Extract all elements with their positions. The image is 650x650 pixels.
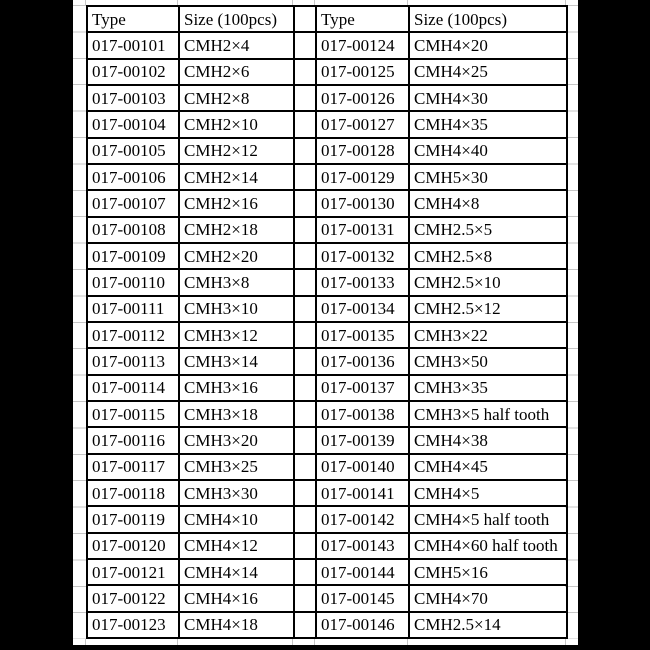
margin-gridlines-left — [73, 5, 86, 639]
table-row — [87, 32, 567, 58]
column-header-size-right: Size (100pcs) — [409, 6, 567, 32]
size-cell: CMH3×50 — [409, 348, 567, 374]
type-cell: 017-00105 — [87, 138, 179, 164]
header-row — [87, 6, 567, 32]
spacer-cell — [294, 164, 316, 190]
type-cell: 017-00118 — [87, 480, 179, 506]
spacer-cell — [294, 559, 316, 585]
spacer-cell — [294, 111, 316, 137]
spacer-cell — [294, 269, 316, 295]
size-cell: CMH4×45 — [409, 454, 567, 480]
size-cell: CMH3×20 — [179, 427, 294, 453]
table-row — [87, 217, 567, 243]
spacer-cell — [294, 454, 316, 480]
type-cell: 017-00102 — [87, 59, 179, 85]
size-cell: CMH2×10 — [179, 111, 294, 137]
size-cell: CMH5×16 — [409, 559, 567, 585]
size-cell: CMH3×12 — [179, 322, 294, 348]
size-cell: CMH4×12 — [179, 533, 294, 559]
type-cell: 017-00122 — [87, 585, 179, 611]
type-cell: 017-00134 — [316, 296, 409, 322]
type-cell: 017-00143 — [316, 533, 409, 559]
size-cell: CMH2×12 — [179, 138, 294, 164]
size-cell: CMH3×5 half tooth — [409, 401, 567, 427]
type-cell: 017-00136 — [316, 348, 409, 374]
size-cell: CMH4×14 — [179, 559, 294, 585]
size-cell: CMH4×30 — [409, 85, 567, 111]
type-cell: 017-00111 — [87, 296, 179, 322]
size-cell: CMH4×10 — [179, 506, 294, 532]
spacer-cell — [294, 138, 316, 164]
table-row — [87, 533, 567, 559]
type-cell: 017-00144 — [316, 559, 409, 585]
parts-table — [86, 5, 568, 639]
size-cell: CMH3×8 — [179, 269, 294, 295]
type-cell: 017-00131 — [316, 217, 409, 243]
spacer-cell — [294, 348, 316, 374]
type-cell: 017-00120 — [87, 533, 179, 559]
type-cell: 017-00133 — [316, 269, 409, 295]
table-row — [87, 85, 567, 111]
size-cell: CMH3×22 — [409, 322, 567, 348]
size-cell: CMH3×30 — [179, 480, 294, 506]
size-cell: CMH4×5 half tooth — [409, 506, 567, 532]
spacer-cell — [294, 85, 316, 111]
spreadsheet-area — [73, 0, 578, 645]
table-row — [87, 243, 567, 269]
type-cell: 017-00108 — [87, 217, 179, 243]
table-row — [87, 506, 567, 532]
column-header-type-right: Type — [316, 6, 409, 32]
size-cell: CMH3×35 — [409, 375, 567, 401]
type-cell: 017-00106 — [87, 164, 179, 190]
margin-gridlines-bottom — [73, 639, 578, 645]
spacer-cell — [294, 612, 316, 638]
type-cell: 017-00115 — [87, 401, 179, 427]
table-row — [87, 164, 567, 190]
type-cell: 017-00121 — [87, 559, 179, 585]
spacer-cell — [294, 533, 316, 559]
table-row — [87, 612, 567, 638]
size-cell: CMH3×18 — [179, 401, 294, 427]
table-row — [87, 296, 567, 322]
type-cell: 017-00101 — [87, 32, 179, 58]
size-cell: CMH4×18 — [179, 612, 294, 638]
type-cell: 017-00142 — [316, 506, 409, 532]
spacer-cell — [294, 59, 316, 85]
table-row — [87, 585, 567, 611]
size-cell: CMH2.5×5 — [409, 217, 567, 243]
size-cell: CMH2.5×12 — [409, 296, 567, 322]
table-row — [87, 190, 567, 216]
type-cell: 017-00130 — [316, 190, 409, 216]
type-cell: 017-00124 — [316, 32, 409, 58]
spacer-cell — [294, 322, 316, 348]
size-cell: CMH2×16 — [179, 190, 294, 216]
size-cell: CMH2.5×8 — [409, 243, 567, 269]
type-cell: 017-00110 — [87, 269, 179, 295]
spacer-cell — [294, 217, 316, 243]
size-cell: CMH3×14 — [179, 348, 294, 374]
size-cell: CMH4×35 — [409, 111, 567, 137]
table-row — [87, 401, 567, 427]
size-cell: CMH4×40 — [409, 138, 567, 164]
spacer-cell — [294, 296, 316, 322]
table-row — [87, 322, 567, 348]
spacer-cell — [294, 401, 316, 427]
size-cell: CMH2×4 — [179, 32, 294, 58]
type-cell: 017-00123 — [87, 612, 179, 638]
table-row — [87, 59, 567, 85]
size-cell: CMH5×30 — [409, 164, 567, 190]
column-header-type-left: Type — [87, 6, 179, 32]
type-cell: 017-00119 — [87, 506, 179, 532]
type-cell: 017-00135 — [316, 322, 409, 348]
size-cell: CMH4×60 half tooth — [409, 533, 567, 559]
type-cell: 017-00139 — [316, 427, 409, 453]
type-cell: 017-00132 — [316, 243, 409, 269]
size-cell: CMH3×25 — [179, 454, 294, 480]
type-cell: 017-00112 — [87, 322, 179, 348]
type-cell: 017-00128 — [316, 138, 409, 164]
table-row — [87, 269, 567, 295]
type-cell: 017-00145 — [316, 585, 409, 611]
type-cell: 017-00127 — [316, 111, 409, 137]
type-cell: 017-00146 — [316, 612, 409, 638]
table-row — [87, 559, 567, 585]
type-cell: 017-00140 — [316, 454, 409, 480]
size-cell: CMH4×20 — [409, 32, 567, 58]
size-cell: CMH2×20 — [179, 243, 294, 269]
spacer-header — [294, 6, 316, 32]
type-cell: 017-00103 — [87, 85, 179, 111]
spacer-cell — [294, 32, 316, 58]
type-cell: 017-00125 — [316, 59, 409, 85]
table-row — [87, 348, 567, 374]
size-cell: CMH2.5×10 — [409, 269, 567, 295]
table-row — [87, 375, 567, 401]
type-cell: 017-00104 — [87, 111, 179, 137]
type-cell: 017-00116 — [87, 427, 179, 453]
size-cell: CMH3×16 — [179, 375, 294, 401]
spacer-cell — [294, 427, 316, 453]
size-cell: CMH4×8 — [409, 190, 567, 216]
table-row — [87, 480, 567, 506]
table-row — [87, 111, 567, 137]
column-header-size-left: Size (100pcs) — [179, 6, 294, 32]
table-row — [87, 138, 567, 164]
size-cell: CMH2×6 — [179, 59, 294, 85]
spacer-cell — [294, 585, 316, 611]
size-cell: CMH4×5 — [409, 480, 567, 506]
type-cell: 017-00113 — [87, 348, 179, 374]
size-cell: CMH3×10 — [179, 296, 294, 322]
type-cell: 017-00126 — [316, 85, 409, 111]
size-cell: CMH2×8 — [179, 85, 294, 111]
table-row — [87, 454, 567, 480]
size-cell: CMH4×38 — [409, 427, 567, 453]
size-cell: CMH4×25 — [409, 59, 567, 85]
spacer-cell — [294, 243, 316, 269]
size-cell: CMH2.5×14 — [409, 612, 567, 638]
size-cell: CMH4×16 — [179, 585, 294, 611]
table-row — [87, 427, 567, 453]
type-cell: 017-00138 — [316, 401, 409, 427]
type-cell: 017-00141 — [316, 480, 409, 506]
type-cell: 017-00117 — [87, 454, 179, 480]
size-cell: CMH2×18 — [179, 217, 294, 243]
spacer-cell — [294, 506, 316, 532]
size-cell: CMH2×14 — [179, 164, 294, 190]
type-cell: 017-00129 — [316, 164, 409, 190]
spacer-cell — [294, 480, 316, 506]
spacer-cell — [294, 375, 316, 401]
size-cell: CMH4×70 — [409, 585, 567, 611]
type-cell: 017-00137 — [316, 375, 409, 401]
type-cell: 017-00107 — [87, 190, 179, 216]
type-cell: 017-00109 — [87, 243, 179, 269]
spacer-cell — [294, 190, 316, 216]
type-cell: 017-00114 — [87, 375, 179, 401]
